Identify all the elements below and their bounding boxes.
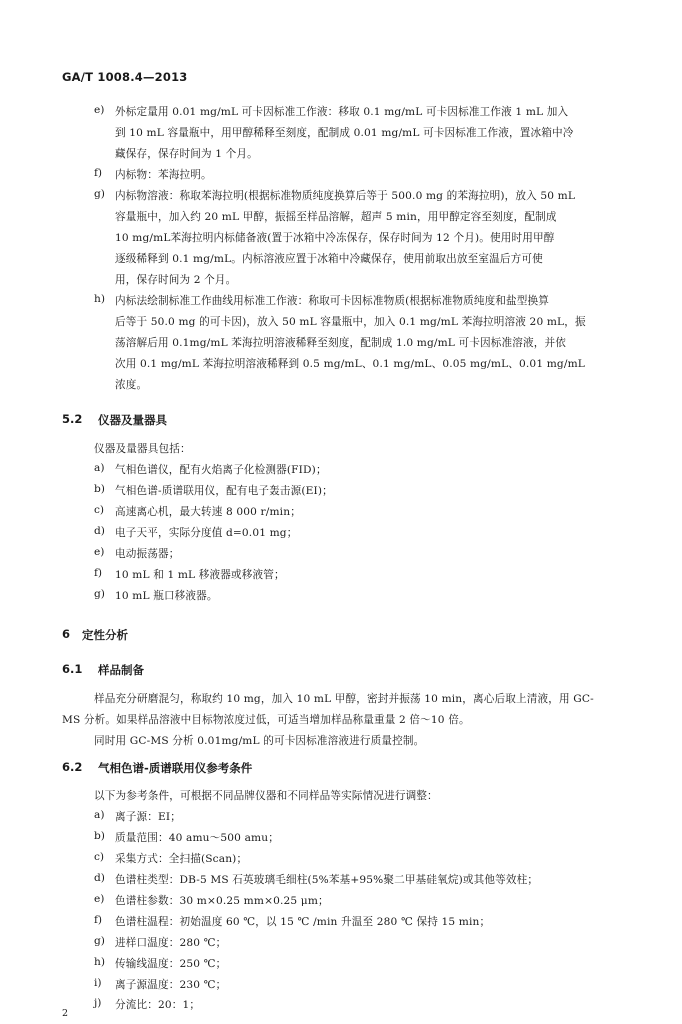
list-line: 10 mg/mL苯海拉明内标储备液(置于冰箱中冷冻保存，保存时间为 12 个月)。使用时用甲醇 — [115, 232, 555, 244]
list-line: 内标物：苯海拉明。 — [115, 169, 212, 181]
section-title: 仪器及量器具 — [98, 413, 167, 427]
paragraph-line: MS 分析。如果样品溶液中目标物浓度过低，可适当增加样品称量重量 2 倍～10 倍。 — [62, 714, 470, 726]
list-marker: c) — [94, 851, 105, 863]
page-number: 2 — [62, 1008, 69, 1019]
section-title: 气相色谱-质谱联用仪参考条件 — [98, 761, 253, 775]
list-item: 离子源温度：230 ℃； — [115, 979, 227, 991]
document-header: GA/T 1008.4—2013 — [62, 70, 188, 84]
paragraph-line: 同时用 GC-MS 分析 0.01mg/mL 的可卡因标准溶液进行质量控制。 — [94, 735, 425, 747]
section-title: 样品制备 — [98, 663, 144, 677]
list-line: 后等于 50.0 mg 的可卡因)，放入 50 mL 容量瓶中，加入 0.1 mg/mL 苯海拉明溶液 20 mL，振 — [115, 316, 586, 328]
section-intro: 仪器及量器具包括： — [94, 443, 191, 455]
list-marker: b) — [94, 483, 105, 495]
section-number: 6 — [62, 627, 71, 641]
list-line: 内标物溶液：称取苯海拉明(根据标准物质纯度换算后等于 500.0 mg 的苯海拉明)，放入 50 mL — [115, 190, 576, 202]
section-title: 定性分析 — [82, 628, 128, 642]
list-marker: b) — [94, 830, 105, 842]
list-marker: g) — [94, 188, 105, 200]
list-line: 容量瓶中，加入约 20 mL 甲醇，振摇至样品溶解，超声 5 min，用甲醇定容至刻度，配制成 — [115, 211, 557, 223]
list-line: 逐级稀释到 0.1 mg/mL。内标溶液应置于冰箱中冷藏保存，使用前取出放至室温后方可使 — [115, 253, 543, 265]
list-marker: j) — [94, 997, 102, 1009]
section-intro: 以下为参考条件，可根据不同品牌仪器和不同样品等实际情况进行调整： — [94, 790, 438, 802]
list-marker: i) — [94, 977, 102, 989]
list-marker: f) — [94, 567, 103, 579]
list-item: 色谱柱类型：DB-5 MS 石英玻璃毛细柱(5%苯基+95%聚二甲基硅氧烷)或其他等效柱； — [115, 874, 539, 886]
list-item: 气相色谱-质谱联用仪，配有电子轰击源(EI)； — [115, 485, 333, 497]
list-item: 高速离心机，最大转速 8 000 r/min； — [115, 506, 301, 518]
list-item: 分流比：20：1； — [115, 999, 201, 1011]
list-item: 色谱柱参数：30 m×0.25 mm×0.25 μm； — [115, 895, 329, 907]
list-item: 10 mL 瓶口移液器。 — [115, 590, 218, 602]
list-marker: d) — [94, 872, 105, 884]
list-marker: f) — [94, 167, 103, 179]
list-item: 传输线温度：250 ℃； — [115, 958, 227, 970]
list-marker: h) — [94, 956, 105, 968]
list-marker: h) — [94, 293, 105, 305]
list-marker: e) — [94, 104, 105, 116]
list-item: 气相色谱仪，配有火焰离子化检测器(FID)； — [115, 464, 327, 476]
list-line: 藏保存，保存时间为 1 个月。 — [115, 148, 258, 160]
list-marker: d) — [94, 525, 105, 537]
list-item: 电动振荡器； — [115, 548, 180, 560]
section-number: 6.2 — [62, 760, 83, 774]
list-line: 次用 0.1 mg/mL 苯海拉明溶液稀释到 0.5 mg/mL、0.1 mg/mL、0.05 mg/mL、0.01 mg/mL — [115, 358, 585, 370]
list-line: 荡溶解后用 0.1mg/mL 苯海拉明溶液稀释至刻度，配制成 1.0 mg/mL 可卡因标准溶液，并依 — [115, 337, 566, 349]
list-item: 离子源：EI； — [115, 811, 181, 823]
section-number: 5.2 — [62, 412, 83, 426]
list-line: 用，保存时间为 2 个月。 — [115, 274, 237, 286]
list-item: 10 mL 和 1 mL 移液器或移液管； — [115, 569, 285, 581]
list-item: 色谱柱温程：初始温度 60 ℃，以 15 ℃ /min 升温至 280 ℃ 保持 15 min； — [115, 916, 491, 928]
list-item: 质量范围：40 amu～500 amu； — [115, 832, 279, 844]
list-line: 外标定量用 0.01 mg/mL 可卡因标准工作液：移取 0.1 mg/mL 可卡因标准工作液 1 mL 加入 — [115, 106, 569, 118]
list-marker: g) — [94, 588, 105, 600]
section-number: 6.1 — [62, 662, 83, 676]
list-item: 进样口温度：280 ℃； — [115, 937, 227, 949]
list-marker: e) — [94, 546, 105, 558]
list-line: 浓度。 — [115, 379, 148, 391]
list-item: 电子天平，实际分度值 d=0.01 mg； — [115, 527, 298, 539]
list-marker: f) — [94, 914, 103, 926]
list-item: 采集方式：全扫描(Scan)； — [115, 853, 248, 865]
paragraph-line: 样品充分研磨混匀，称取约 10 mg，加入 10 mL 甲醇，密封并振荡 10 min，离心后取上清液，用 GC- — [94, 693, 594, 705]
list-marker: a) — [94, 809, 105, 821]
list-marker: a) — [94, 462, 105, 474]
list-marker: e) — [94, 893, 105, 905]
list-marker: c) — [94, 504, 105, 516]
list-marker: g) — [94, 935, 105, 947]
list-line: 到 10 mL 容量瓶中，用甲醇稀释至刻度，配制成 0.01 mg/mL 可卡因标准工作液，置冰箱中冷 — [115, 127, 574, 139]
list-line: 内标法绘制标准工作曲线用标准工作液：称取可卡因标准物质(根据标准物质纯度和盐型换算 — [115, 295, 550, 307]
